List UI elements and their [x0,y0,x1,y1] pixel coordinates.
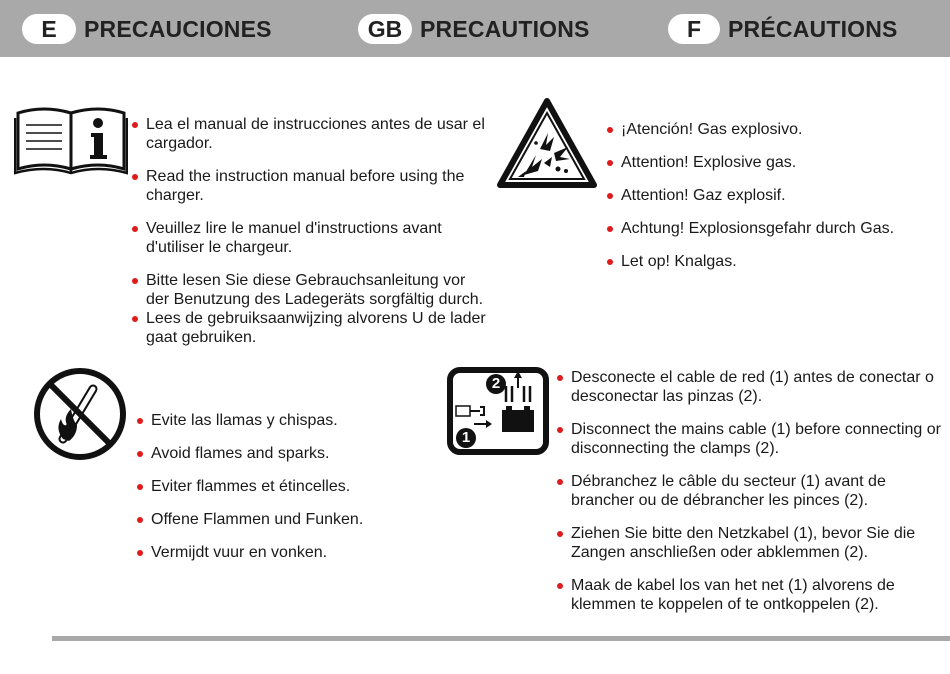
list-item: Attention! Gaz explosif. [607,186,937,205]
disconnect-mains-icon [446,366,550,456]
flames-warning-list [137,411,437,562]
list-item: Bitte lesen Sie diese Gebrauchsanleitung vor der Benutzung des Ladegeräts sorgfältig durch. [132,271,492,309]
bottom-divider [52,636,950,641]
list-item: Let op! Knalgas. [607,252,937,271]
step-label-1: 1 [461,429,471,446]
list-item: Maak de kabel los van het net (1) alvorens de klemmen te koppelen of te ontkoppelen (2). [557,576,947,614]
list-item: Débranchez le câble du secteur (1) avant de brancher ou de débrancher les pinces (2). [557,472,947,510]
section-header-fr [668,13,898,45]
list-item: Read the instruction manual before using the charger. [132,167,492,205]
section-title-fr: PRÉCAUTIONS [728,15,898,42]
language-badge-fr: F [668,14,720,44]
explosive-gas-warning-icon [496,97,598,189]
list-item: Ziehen Sie bitte den Netzkabel (1), bevor Sie die Zangen anschließen oder abklemmen (2). [557,524,947,562]
list-item: Veuillez lire le manuel d'instructions avant d'utiliser le chargeur. [132,219,492,257]
list-item: Eviter flammes et étincelles. [137,477,437,496]
list-item: Lees de gebruiksaanwijzing alvorens U de lader gaat gebruiken. [132,309,492,347]
section-header-gb [358,13,590,45]
list-item: Disconnect the mains cable (1) before connecting or disconnecting the clamps (2). [557,420,947,458]
section-title-es: PRECAUCIONES [84,15,272,42]
disconnect-instructions-list [557,368,947,614]
manual-instructions-list [132,115,492,347]
header-bar [0,0,950,57]
no-flames-icon [33,367,127,461]
explosive-gas-list [607,120,937,271]
language-badge-es: E [22,14,76,44]
section-title-gb: PRECAUTIONS [420,15,590,42]
language-badge-gb: GB [358,14,412,44]
list-item: Lea el manual de instrucciones antes de usar el cargador. [132,115,492,153]
list-item: Vermijdt vuur en vonken. [137,543,437,562]
list-item: Evite las llamas y chispas. [137,411,437,430]
list-item: Desconecte el cable de red (1) antes de conectar o desconectar las pinzas (2). [557,368,947,406]
list-item: Avoid flames and sparks. [137,444,437,463]
list-item: Achtung! Explosionsgefahr durch Gas. [607,219,937,238]
list-item: Offene Flammen und Funken. [137,510,437,529]
list-item: ¡Atención! Gas explosivo. [607,120,937,139]
manual-info-icon [14,103,128,175]
list-item: Attention! Explosive gas. [607,153,937,172]
step-label-2: 2 [491,375,501,392]
section-header-es [22,13,272,45]
